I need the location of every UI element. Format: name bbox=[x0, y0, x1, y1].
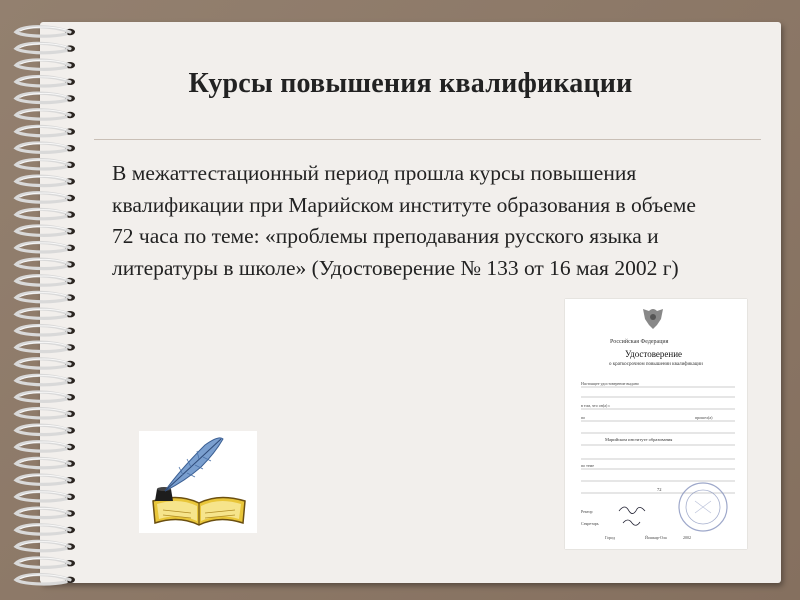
spiral-ring bbox=[16, 292, 75, 301]
spiral-ring bbox=[16, 541, 75, 550]
title-divider bbox=[94, 139, 761, 140]
cert-year: 2002 bbox=[683, 535, 691, 540]
cert-line: по теме bbox=[581, 463, 594, 468]
spiral-ring bbox=[16, 193, 75, 202]
spiral-ring bbox=[16, 209, 75, 218]
spiral-ring bbox=[16, 575, 75, 584]
spiral-ring bbox=[16, 359, 75, 368]
spiral-ring bbox=[16, 27, 75, 36]
certificate-document-image bbox=[565, 299, 747, 549]
cert-hours: 72 bbox=[657, 487, 662, 492]
spiral-ring bbox=[16, 558, 75, 567]
cert-signature-label: Секретарь bbox=[581, 521, 599, 526]
cert-city: Йошкар-Ола bbox=[645, 535, 667, 540]
spiral-ring bbox=[16, 442, 75, 451]
spiral-ring bbox=[16, 508, 75, 517]
cert-signature-label: Ректор bbox=[581, 509, 593, 514]
spiral-ring bbox=[16, 375, 75, 384]
spiral-ring bbox=[16, 392, 75, 401]
stamp-icon bbox=[679, 483, 727, 531]
cert-signature-label: Город bbox=[605, 535, 615, 540]
spiral-ring bbox=[16, 326, 75, 335]
cert-line: в том, что он(а) с bbox=[581, 403, 611, 408]
spiral-ring bbox=[16, 160, 75, 169]
cert-line: по bbox=[581, 415, 586, 420]
spiral-ring bbox=[16, 176, 75, 185]
cert-line: Марийском институте образования bbox=[605, 437, 673, 442]
spiral-ring bbox=[16, 475, 75, 484]
cert-heading: Удостоверение bbox=[625, 349, 683, 359]
spiral-ring bbox=[16, 492, 75, 501]
spiral-ring bbox=[16, 126, 75, 135]
spiral-ring bbox=[16, 409, 75, 418]
quill-and-book-icon bbox=[139, 431, 257, 533]
cert-line: Настоящее удостоверение выдано bbox=[581, 381, 639, 386]
spiral-ring bbox=[16, 525, 75, 534]
spiral-ring bbox=[16, 342, 75, 351]
cert-country: Российская Федерация bbox=[610, 339, 669, 345]
spiral-ring bbox=[16, 309, 75, 318]
emblem-icon bbox=[643, 309, 663, 329]
spiral-ring bbox=[16, 458, 75, 467]
spiral-ring bbox=[16, 243, 75, 252]
slide-body-text: В межаттестационный период прошла курсы повышения квалификации при Марийском институте образования в объеме 72 часа по теме: «проблемы преподавания русского языка и литературы в школе» (Удостоверение № 133 от 16 мая 2002 г) bbox=[112, 161, 696, 280]
spiral-ring bbox=[16, 276, 75, 285]
spiral-ring bbox=[16, 425, 75, 434]
cert-subheading: о краткосрочном повышении квалификации bbox=[609, 362, 703, 367]
spiral-ring bbox=[16, 259, 75, 268]
spiral-ring bbox=[16, 143, 75, 152]
spiral-ring bbox=[16, 110, 75, 119]
spiral-ring bbox=[16, 43, 75, 52]
spiral-ring bbox=[16, 226, 75, 235]
slide-title: Курсы повышения квалификации bbox=[188, 68, 633, 99]
cert-line: прошел(а) bbox=[695, 415, 713, 420]
spiral-binding-icon bbox=[8, 20, 88, 590]
